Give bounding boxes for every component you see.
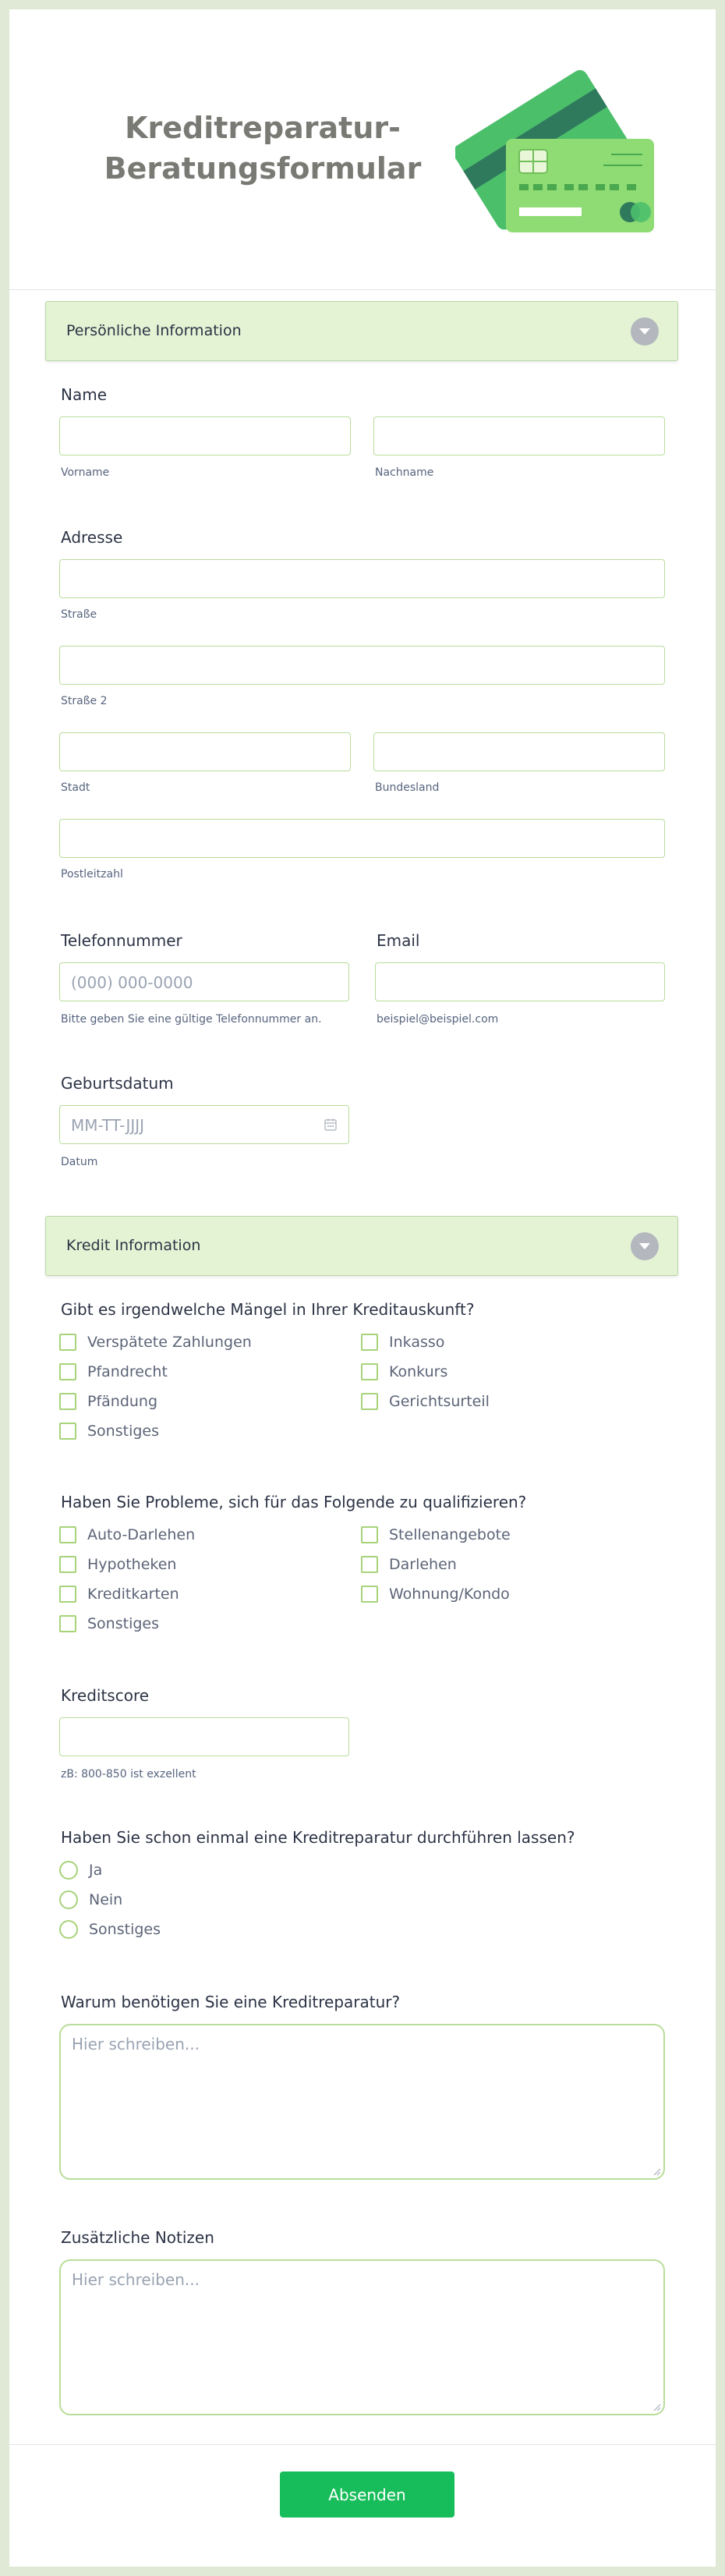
form-title	[64, 108, 462, 189]
birthdate-input[interactable]	[59, 1105, 349, 1144]
radio-other[interactable]	[59, 1918, 161, 1941]
first-name-input[interactable]	[59, 416, 351, 455]
notes-placeholder: Hier schreiben...	[72, 2270, 200, 2289]
checkbox-label: Sonstiges	[87, 1615, 160, 1632]
qualify-problems-label: Haben Sie Probleme, sich für das Folgende zu qualifizieren?	[61, 1493, 527, 1511]
name-label: Name	[61, 385, 108, 404]
checkbox-box[interactable]	[361, 1586, 378, 1603]
zip-input[interactable]	[59, 819, 665, 858]
credit-score-sublabel: zB: 800-850 ist exzellent	[61, 1768, 196, 1781]
checkbox-apartment[interactable]	[361, 1582, 510, 1606]
street2-input[interactable]	[59, 646, 665, 685]
footer-divider	[9, 2444, 716, 2445]
checkbox-auto-loan[interactable]	[59, 1523, 195, 1547]
checkbox-box[interactable]	[59, 1526, 76, 1543]
checkbox-mortgages[interactable]	[59, 1553, 176, 1576]
street-sublabel: Straße	[61, 608, 97, 621]
resize-grip-icon[interactable]	[652, 2402, 661, 2411]
resize-grip-icon[interactable]	[652, 2167, 661, 2176]
checkbox-label: Kreditkarten	[87, 1586, 179, 1603]
checkbox-box[interactable]	[361, 1334, 378, 1351]
checkbox-label: Sonstiges	[87, 1423, 160, 1440]
city-sublabel: Stadt	[61, 781, 90, 794]
radio-no[interactable]	[59, 1888, 122, 1912]
checkbox-box[interactable]	[59, 1556, 76, 1573]
radio-circle[interactable]	[59, 1920, 78, 1939]
why-repair-placeholder: Hier schreiben...	[72, 2035, 200, 2053]
checkbox-garnishment[interactable]	[59, 1390, 157, 1413]
checkbox-box[interactable]	[59, 1363, 76, 1380]
checkbox-box[interactable]	[59, 1334, 76, 1351]
street2-sublabel: Straße 2	[61, 695, 108, 707]
checkbox-judgment[interactable]	[361, 1390, 490, 1413]
radio-circle[interactable]	[59, 1861, 78, 1880]
checkbox-bankruptcy[interactable]	[361, 1360, 447, 1384]
checkbox-other-defects[interactable]	[59, 1419, 159, 1443]
checkbox-credit-cards[interactable]	[59, 1582, 179, 1606]
checkbox-late-payments[interactable]	[59, 1331, 252, 1354]
phone-label: Telefonnummer	[61, 931, 182, 950]
checkbox-label: Hypotheken	[87, 1556, 177, 1573]
birthdate-placeholder: MM-TT-JJJJ	[71, 1116, 145, 1135]
checkbox-label: Stellenangebote	[389, 1526, 511, 1543]
notes-label: Zusätzliche Notizen	[61, 2228, 214, 2247]
checkbox-box[interactable]	[361, 1393, 378, 1410]
credit-score-label: Kreditscore	[61, 1686, 150, 1705]
form-header	[9, 9, 716, 290]
checkbox-box[interactable]	[59, 1423, 76, 1440]
submit-button[interactable]: Absenden	[280, 2471, 454, 2518]
checkbox-box[interactable]	[59, 1586, 76, 1603]
checkbox-other-qualify[interactable]	[59, 1612, 159, 1635]
first-name-sublabel: Vorname	[61, 466, 110, 479]
city-input[interactable]	[59, 732, 351, 771]
state-input[interactable]	[373, 732, 665, 771]
calendar-icon[interactable]	[324, 1118, 338, 1132]
checkbox-box[interactable]	[59, 1393, 76, 1410]
prior-repair-label: Haben Sie schon einmal eine Kreditreparatur durchführen lassen?	[61, 1828, 575, 1847]
checkbox-box[interactable]	[361, 1363, 378, 1380]
radio-yes[interactable]	[59, 1858, 102, 1882]
email-sublabel: beispiel@beispiel.com	[377, 1013, 499, 1026]
section-personal-header[interactable]	[45, 301, 678, 361]
form-title-line2: Beratungsformular	[104, 151, 422, 186]
checkbox-lien[interactable]	[59, 1360, 168, 1384]
checkbox-box[interactable]	[59, 1615, 76, 1632]
state-sublabel: Bundesland	[375, 781, 440, 794]
collapse-chevron-icon[interactable]	[631, 317, 659, 345]
phone-sublabel: Bitte geben Sie eine gültige Telefonnummer an.	[61, 1013, 322, 1026]
checkbox-loans[interactable]	[361, 1553, 457, 1576]
checkbox-box[interactable]	[361, 1556, 378, 1573]
last-name-sublabel: Nachname	[375, 466, 434, 479]
collapse-chevron-icon[interactable]	[631, 1232, 659, 1260]
email-input[interactable]	[375, 962, 665, 1001]
radio-label: Ja	[89, 1862, 103, 1879]
street-input[interactable]	[59, 559, 665, 598]
checkbox-box[interactable]	[361, 1526, 378, 1543]
checkbox-label: Wohnung/Kondo	[389, 1586, 510, 1603]
section-credit-header[interactable]	[45, 1216, 678, 1276]
email-label: Email	[377, 931, 420, 950]
section-personal-title: Persönliche Information	[66, 322, 242, 339]
zip-sublabel: Postleitzahl	[61, 868, 123, 881]
checkbox-collections[interactable]	[361, 1331, 444, 1354]
checkbox-label: Pfandrecht	[87, 1363, 168, 1380]
credit-cards-icon	[455, 62, 681, 242]
checkbox-label: Inkasso	[389, 1334, 445, 1351]
checkbox-label: Pfändung	[87, 1393, 158, 1410]
notes-textarea[interactable]	[59, 2259, 665, 2415]
radio-label: Nein	[89, 1891, 123, 1908]
radio-circle[interactable]	[59, 1890, 78, 1909]
checkbox-label: Darlehen	[389, 1556, 457, 1573]
why-repair-label: Warum benötigen Sie eine Kreditreparatur?	[61, 1993, 401, 2011]
birthdate-label: Geburtsdatum	[61, 1074, 174, 1093]
last-name-input[interactable]	[373, 416, 665, 455]
checkbox-label: Gerichtsurteil	[389, 1393, 490, 1410]
checkbox-label: Verspätete Zahlungen	[87, 1334, 252, 1351]
why-repair-textarea[interactable]	[59, 2024, 665, 2180]
phone-input[interactable]: (000) 000-0000	[59, 962, 349, 1001]
credit-score-input[interactable]	[59, 1717, 349, 1756]
address-label: Adresse	[61, 528, 123, 547]
checkbox-job-offers[interactable]	[361, 1523, 511, 1547]
form-title-line1: Kreditreparatur-	[125, 111, 401, 145]
form-card	[9, 9, 716, 2567]
section-credit-title: Kredit Information	[66, 1237, 201, 1254]
checkbox-label: Auto-Darlehen	[87, 1526, 196, 1543]
birthdate-sublabel: Datum	[61, 1156, 98, 1168]
radio-label: Sonstiges	[89, 1921, 161, 1938]
credit-defects-label: Gibt es irgendwelche Mängel in Ihrer Kreditauskunft?	[61, 1300, 475, 1319]
checkbox-label: Konkurs	[389, 1363, 448, 1380]
